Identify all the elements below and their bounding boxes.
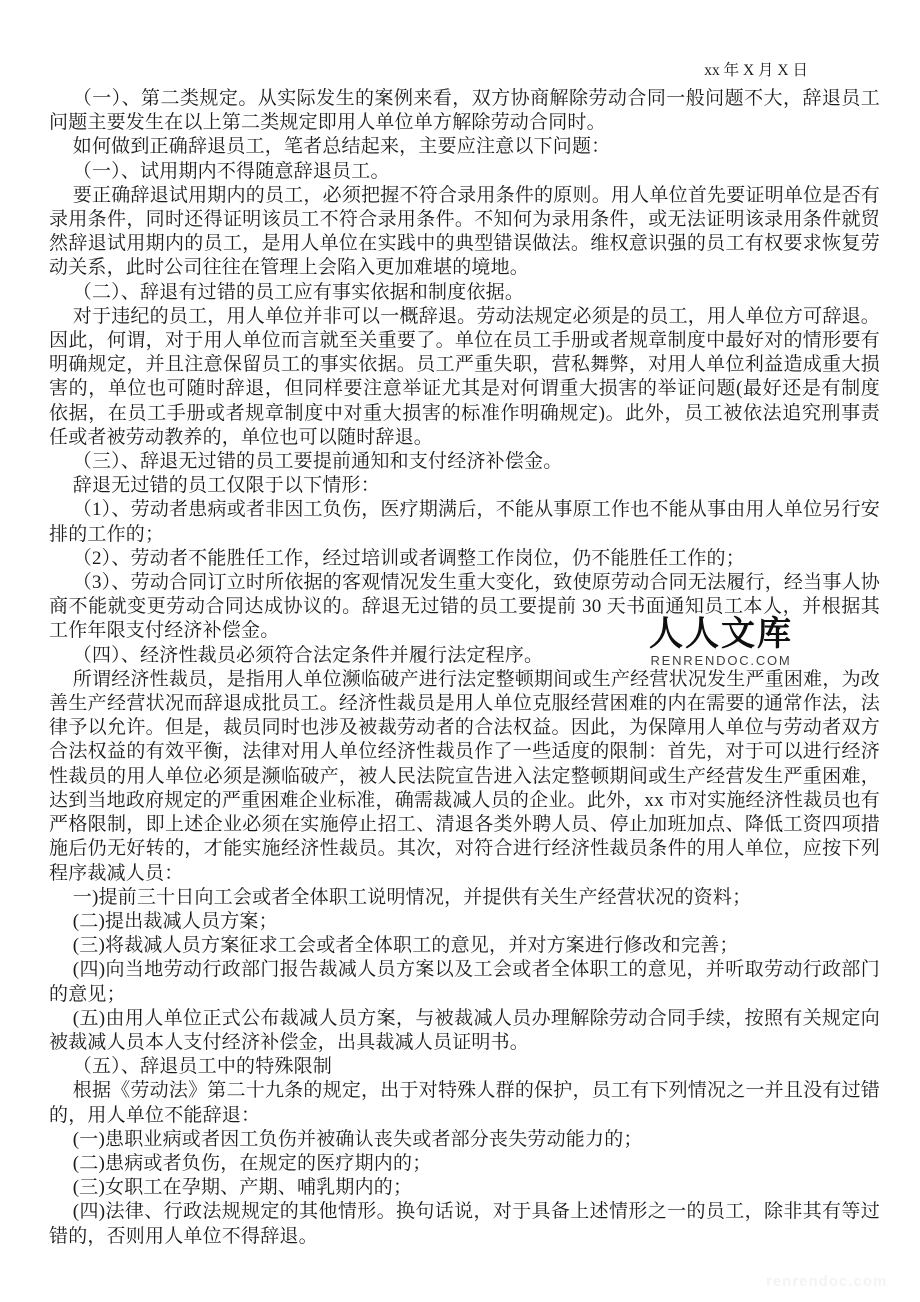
paragraph: 一)提前三十日向工会或者全体职工说明情况，并提供有关生产经营状况的资料； (72, 886, 752, 908)
paragraph: (三)将裁减人员方案征求工会或者全体职工的意见，并对方案进行修改和完善； (72, 935, 739, 957)
paragraph: （3）、劳动合同订立时所依据的客观情况发生重大变化，致使原劳动合同无法履行，经当事人协商不能就变更劳动合同达成协议的。辞退无过错的员工要提前 30 天书面通知员工本人，并根据其工作年限支付经济补偿金。 (49, 572, 880, 642)
paragraph: （一）、第二类规定。从实际发生的案例来看，双方协商解除劳动合同一般问题不大，辞退员工问题主要发生在以上第二类规定即用人单位单方解除劳动合同时。 (49, 88, 880, 134)
paragraph: 根据《劳动法》第二十九条的规定，出于对特殊人群的保护，员工有下列情况之一并且没有过错的，用人单位不能辞退： (49, 1080, 880, 1126)
paragraph: (一)患职业病或者因工负伤并被确认丧失或者部分丧失劳动能力的； (72, 1128, 643, 1150)
paragraph: 辞退无过错的员工仅限于以下情形： (72, 475, 380, 497)
paragraph: （2）、劳动者不能胜任工作，经过培训或者调整工作岗位，仍不能胜任工作的； (72, 547, 745, 569)
document-body (49, 87, 880, 1249)
paragraph: （一）、试用期内不得随意辞退员工。 (72, 160, 390, 182)
paragraph: 如何做到正确辞退员工，笔者总结起来，主要应注意以下问题： (72, 136, 611, 158)
watermark-logo-text: 人人文库 (649, 615, 793, 653)
paragraph: (二)提出裁减人员方案； (72, 910, 278, 932)
paragraph: （五）、辞退员工中的特殊限制 (72, 1056, 333, 1078)
paragraph: 对于违纪的员工，用人单位并非可以一概辞退。劳动法规定必须是的员工，用人单位方可辞退。因此，何谓，对于用人单位而言就至关重要了。单位在员工手册或者规章制度中最好对的情形要有明确规定，并且注意保留员工的事实依据。员工严重失职，营私舞弊，对用人单位利益造成重大损害的，单位也可随时辞退，但同样要注意举证尤其是对何谓重大损害的举证问题(最好还是有制度依据，在员工手册或者规章制度中对重大损害的标准作明确规定)。此外，员工被依法追究刑事责任或者被劳动教养的，单位也可以随时辞退。 (49, 305, 880, 448)
paragraph: （二）、辞退有过错的员工应有事实依据和制度依据。 (72, 281, 525, 303)
paragraph: 所谓经济性裁员，是指用人单位濒临破产进行法定整顿期间或生产经营状况发生严重困难，为改善生产经营状况而辞退成批员工。经济性裁员是用人单位克服经营困难的内在需要的通常作法，法律予以允许。但是，裁员同时也涉及被裁劳动者的合法权益。因此，为保障用人单位与劳动者双方合法权益的有效平衡，法律对用人单位经济性裁员作了一些适度的限制：首先，对于可以进行经济性裁员的用人单位必须是濒临破产，被人民法院宣告进入法定整顿期间或生产经营发生严重困难，达到当地政府规定的严重困难企业标准，确需裁减人员的企业。此外，xx 市对实施经济性裁员也有严格限制，即上述企业必须在实施停止招工、清退各类外聘人员、停止加班加点、降低工资四项措施后仍无好转的，才能实施经济性裁员。其次，对符合进行经济性裁员条件的用人单位，应按下列程序裁减人员： (49, 668, 880, 884)
paragraph: (三)女职工在孕期、产期、哺乳期内的； (72, 1177, 413, 1199)
paragraph: (二)患病或者负伤，在规定的医疗期内的； (72, 1152, 432, 1174)
paragraph: (四)向当地劳动行政部门报告裁减人员方案以及工会或者全体职工的意见，并听取劳动行政部门的意见； (49, 959, 880, 1005)
paragraph: 要正确辞退试用期内的员工，必须把握不符合录用条件的原则。用人单位首先要证明单位是否有录用条件，同时还得证明该员工不符合录用条件。不知何为录用条件，或无法证明该录用条件就贸然辞退试用期内的员工，是用人单位在实践中的典型错误做法。维权意识强的员工有权要求恢复劳动关系，此时公司往往在管理上会陷入更加难堪的境地。 (49, 184, 880, 279)
paragraph: （四）、经济性裁员必须符合法定条件并履行法定程序。 (72, 644, 544, 666)
paragraph: (五)由用人单位正式公布裁减人员方案，与被裁减人员办理解除劳动合同手续，按照有关规定向被裁减人员本人支付经济补偿金，出具裁减人员证明书。 (49, 1007, 880, 1053)
watermark-domain-text: RENRENDOC.COM (650, 653, 792, 668)
footer-faint-watermark: renrendoc.com (766, 1273, 888, 1290)
paragraph: （三）、辞退无过错的员工要提前通知和支付经济补偿金。 (72, 451, 563, 473)
document-date: xx 年 X 月 X 日 (704, 62, 808, 79)
paragraph: (四)法律、行政法规规定的其他情形。换句话说，对于具备上述情形之一的员工，除非其有等过错的，否则用人单位不得辞退。 (49, 1201, 880, 1247)
paragraph: （1）、劳动者患病或者非因工负伤，医疗期满后，不能从事原工作也不能从事由用人单位另行安排的工作的； (49, 499, 880, 545)
